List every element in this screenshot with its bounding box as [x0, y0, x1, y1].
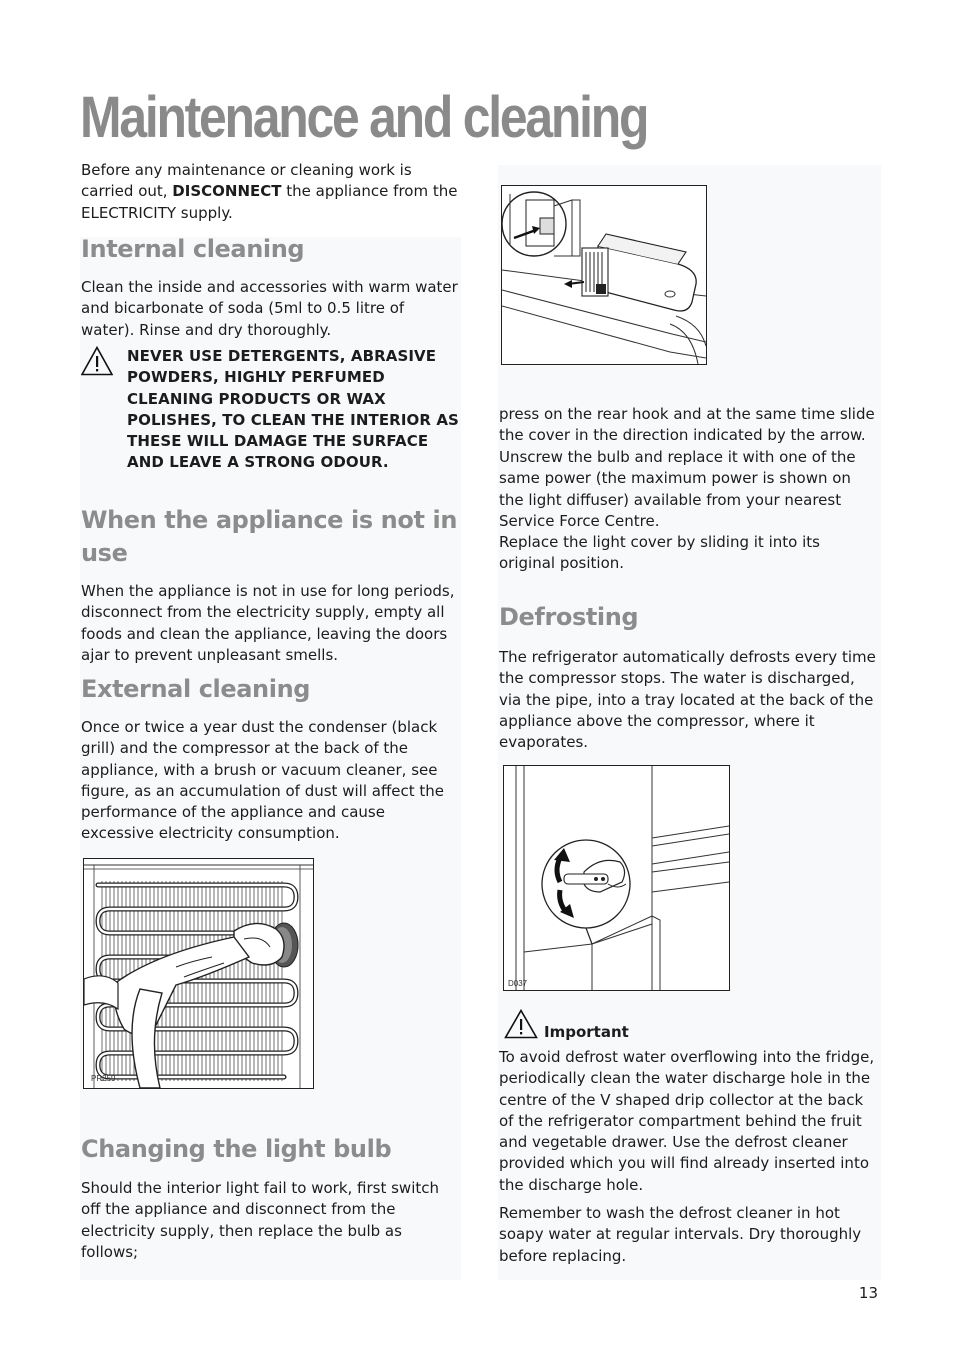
heading-defrosting: Defrosting: [499, 603, 639, 631]
intro-disconnect-strong: DISCONNECT: [172, 182, 282, 201]
important-text: To avoid defrost water overflowing into the fridge, periodically clean the water discharge hole in the centre of the V shaped drip collector at the back of the refrigerator compartment behind the fruit and vegetable drawer. Use the defrost cleaner provided which you will find already inserted into the discharge hole.: [499, 1048, 875, 1194]
light-cover-illustration: [502, 186, 706, 364]
warning-text: NEVER USE DETERGENTS, ABRASIVE POWDERS, HIGHLY PERFUMED CLEANING PRODUCTS OR WAX POLISHES, TO CLEAN THE INTERIOR AS THESE WILL DAMAGE THE SURFACE AND LEAVE A STRONG ODOUR.: [127, 347, 459, 472]
heading-internal-cleaning: Internal cleaning: [81, 235, 305, 263]
warning-block: [81, 346, 461, 474]
internal-cleaning-body: Clean the inside and accessories with warm water and bicarbonate of soda (5ml to 0.5 litre of water). Rinse and dry thoroughly.: [81, 278, 458, 339]
intro-text-after: the appliance from the ELECTRICITY supply.: [81, 182, 458, 222]
not-in-use-body: When the appliance is not in use for long periods, disconnect from the electricity supply, empty all foods and clean the appliance, leaving the doors ajar to prevent unpleasant smells.: [81, 582, 455, 664]
heading-not-in-use: When the appliance is not in use: [81, 506, 457, 567]
light-bulb-body: Should the interior light fail to work, first switch off the appliance and disconnect from the electricity supply, then replace the bulb as follows;: [81, 1179, 440, 1261]
light-cover-figure: [501, 185, 707, 365]
warning-triangle-icon: [81, 346, 113, 376]
light-bulb-step-1: press on the rear hook and at the same time slide the cover in the direction indicated by the arrow.: [499, 405, 875, 445]
defrost-figure-code: D037: [508, 979, 528, 988]
condenser-illustration: [84, 859, 313, 1088]
important-label: Important: [544, 1023, 629, 1041]
heading-changing-light-bulb: Changing the light bulb: [81, 1135, 392, 1163]
condenser-figure: [83, 858, 314, 1089]
defrosting-body: The refrigerator automatically defrosts every time the compressor stops. The water is discharged, via the pipe, into a tray located at the back of the appliance above the compressor, where it evaporates.: [499, 648, 876, 752]
condenser-figure-code: PR259: [91, 1074, 116, 1083]
intro-text-before: Before any maintenance or cleaning work is carried out,: [81, 161, 412, 201]
page-number: 13: [858, 1284, 878, 1302]
warning-triangle-icon: [504, 1009, 538, 1039]
light-bulb-step-3: Replace the light cover by sliding it into its original position.: [499, 533, 820, 573]
page-title: Maintenance and cleaning: [80, 85, 648, 150]
light-bulb-step-2: Unscrew the bulb and replace it with one of the same power (the maximum power is shown on the light diffuser) available from your nearest Service Force Centre.: [499, 448, 856, 530]
defrost-illustration: [504, 766, 729, 990]
defrost-figure: [503, 765, 730, 991]
heading-external-cleaning: External cleaning: [81, 675, 311, 703]
intro-paragraph: [81, 160, 461, 224]
external-cleaning-body: Once or twice a year dust the condenser (black grill) and the compressor at the back of the appliance, with a brush or vacuum cleaner, see figure, as an accumulation of dust will affect the performance of the appliance and cause excessive electricity consumption.: [81, 718, 445, 843]
defrost-reminder: Remember to wash the defrost cleaner in hot soapy water at regular intervals. Dry thoroughly before replacing.: [499, 1204, 862, 1265]
